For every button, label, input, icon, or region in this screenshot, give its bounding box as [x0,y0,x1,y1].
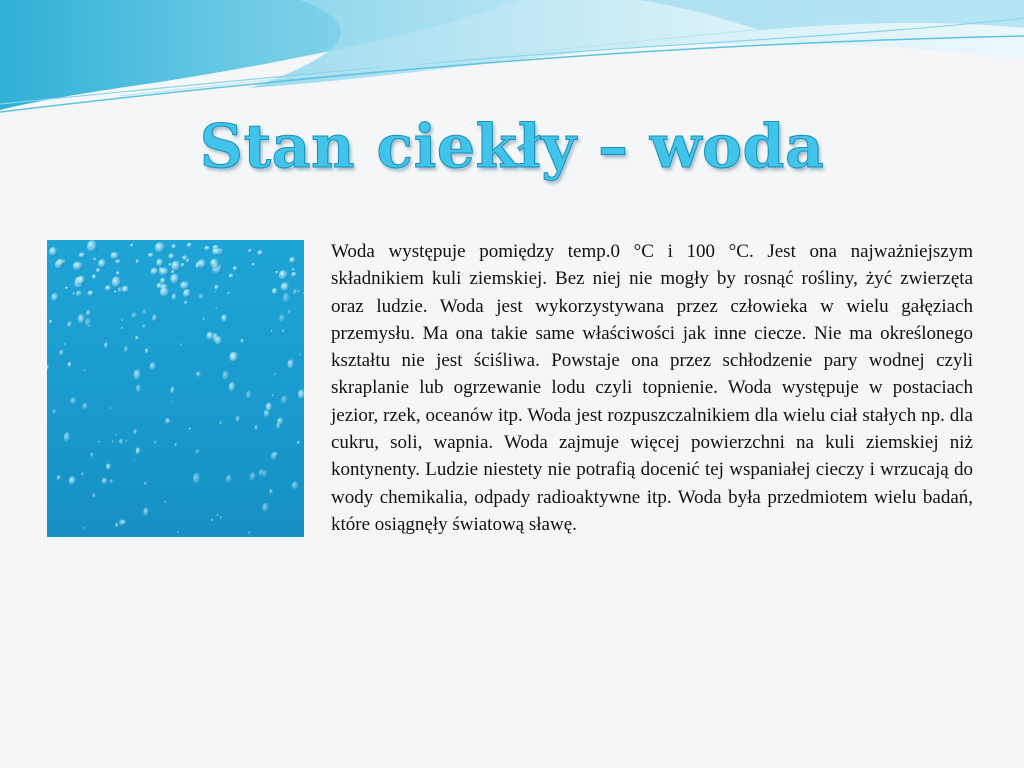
water-bubble [181,263,185,268]
water-droplet [136,385,142,394]
water-droplet [70,322,72,324]
water-bubble [275,271,279,274]
water-bubble [258,250,264,256]
water-droplet [215,336,223,346]
water-droplet [229,352,237,362]
water-droplet [217,514,219,517]
water-droplet [255,425,258,430]
water-droplet [68,362,72,368]
water-bubble [87,240,98,252]
water-bubble [252,263,256,266]
water-droplet [297,441,300,445]
water-bubble [136,259,140,263]
water-bubble [171,244,176,249]
water-droplet [229,382,236,392]
water-droplet [83,527,85,530]
water-bubbles-photo [47,240,304,537]
water-droplet [121,319,123,322]
water-droplet [110,479,113,483]
water-bubble [171,261,181,272]
water-bubble [73,262,84,271]
water-bubble [115,259,121,264]
water-droplet [299,353,301,356]
water-droplet [126,439,128,442]
water-droplet [70,398,76,405]
water-droplet [283,293,290,304]
water-droplet [49,319,53,324]
water-droplet [118,287,122,293]
water-bubble [112,276,122,288]
water-droplet [131,312,137,319]
water-bubble [89,244,93,247]
water-bubble [214,285,219,290]
water-droplet [271,452,277,462]
water-bubble [96,268,102,272]
water-bubble [182,255,188,260]
water-droplet [180,343,182,346]
water-droplet [110,407,112,409]
water-droplet [214,291,216,293]
water-droplet [177,531,179,533]
water-droplet [143,507,149,516]
water-droplet [57,475,62,480]
water-bubble [169,253,175,259]
water-droplet [112,441,115,444]
water-droplet [84,369,86,372]
water-bubble [204,246,210,251]
water-droplet [193,473,201,485]
water-droplet [220,516,223,520]
water-bubble [187,243,193,248]
water-droplet [172,294,177,301]
water-droplet [136,447,141,455]
water-droplet [124,346,129,353]
water-droplet [269,489,273,495]
body-paragraph: Woda występuje pomiędzy temp.0 °C i 100 °C. Jest ona najważniejszym składnikiem kuli ziemskiej. Bez niej nie mogły by rosnąć rośliny, żyć zwierzęta oraz ludzie. Woda jest wykorzystywana przez człowieka w wielu gałęziach przemysłu. Ma ona takie same właściwości jak inne ciecze. Nie ma określonego kształtu nie jest ściśliwa. Powstaje ona przez schłodzenie pary wodnej czyli skraplanie lub ogrzewanie lodu czyli topnienie. Woda występuje w postaciach jezior, rzek, oceanów itp. Woda jest rozpuszczalnikiem dla wielu ciał stałych np. dla cukru, soli, wapnia. Woda zajmuje więcej powierzchni na kuli ziemskiej niż kontynenty. Ludzie niestety nie potrafią docenić tej wspaniałej cieczy i wrzucają do wody chemikalia, odpady radioaktywne itp. Woda była przedmiotem wielu badań, które osiągnęły światową sławę. [331,241,973,535]
water-bubble [92,274,97,279]
water-droplet [51,293,59,302]
water-bubble [57,259,64,267]
water-droplet [135,336,139,341]
water-bubble [114,290,117,293]
water-bubble [93,258,96,261]
water-droplet [64,343,67,346]
water-droplet [248,531,250,534]
water-bubble [281,282,290,291]
water-droplet [142,309,147,315]
water-droplet [277,418,284,426]
water-bubble [210,259,219,269]
water-bubble [183,289,191,298]
water-droplet [81,472,85,476]
water-droplet [262,503,269,513]
water-bubble [160,288,170,298]
slide-title: Stan ciekły – woda [199,112,825,182]
water-bubble [272,288,278,295]
water-droplet [134,429,138,435]
water-droplet [227,292,230,295]
water-bubble [160,278,166,285]
water-bubble [78,276,86,285]
water-droplet [216,307,218,309]
water-bubble [196,264,200,268]
water-droplet [82,403,88,411]
water-bubble [130,244,133,248]
water-bubble [148,253,154,258]
water-droplet [90,453,93,458]
water-bubble [105,285,112,291]
water-droplet [164,501,166,504]
water-droplet [171,401,173,403]
water-bubble [159,267,169,276]
water-droplet [85,318,92,328]
water-droplet [59,350,64,356]
water-droplet [145,348,149,354]
water-bubble [155,242,166,253]
water-droplet [175,443,178,447]
water-droplet [86,310,91,316]
water-droplet [142,324,146,328]
water-droplet [241,339,245,344]
water-droplet [271,330,273,332]
water-bubble [279,270,288,280]
water-bubble [168,263,171,266]
water-droplet [236,416,241,423]
water-bubble [248,249,252,252]
water-droplet [202,317,205,321]
water-droplet [266,403,273,412]
water-bubble [291,272,297,277]
water-droplet [119,519,125,526]
water-bubble [49,247,58,256]
water-droplet [116,434,118,436]
water-droplet [102,478,108,485]
water-droplet [196,372,202,378]
water-droplet [298,290,300,293]
water-droplet [246,391,252,400]
water-droplet [134,369,142,381]
water-bubble [110,252,119,260]
water-droplet [92,493,95,498]
water-droplet [219,421,222,425]
water-bubble [65,287,69,290]
water-droplet [281,396,288,405]
water-droplet [106,464,112,471]
water-bubble [292,268,295,271]
water-droplet [282,329,285,333]
water-droplet [199,294,204,300]
water-droplet [69,476,77,485]
water-bubble [289,257,296,263]
water-droplet [121,327,123,330]
water-bubble [233,266,238,271]
water-droplet [52,409,56,415]
water-droplet [279,314,285,323]
water-bubble [212,248,220,255]
water-droplet [274,373,277,377]
water-droplet [165,418,171,424]
water-bubble [88,290,95,296]
water-bubble [98,259,106,268]
water-droplet [76,290,83,297]
water-droplet [64,432,71,443]
water-droplet [211,519,213,522]
water-droplet [292,481,300,490]
water-droplet [206,332,214,341]
water-droplet [170,387,175,394]
water-droplet [272,394,274,396]
water-bubble [122,286,130,293]
water-droplet [222,371,229,381]
water-droplet [98,441,100,444]
water-droplet [154,441,157,445]
water-droplet [184,300,189,305]
water-droplet [144,482,147,486]
water-droplet [78,314,85,324]
water-droplet [195,449,200,454]
water-droplet [287,359,294,369]
water-droplet [288,310,292,314]
water-bubble [156,259,163,268]
water-bubble [229,274,234,279]
water-bubble [79,252,86,258]
water-droplet [115,523,119,528]
water-droplet [152,315,157,322]
water-droplet [150,362,157,371]
water-droplet [104,342,108,349]
water-droplet [293,289,297,295]
water-droplet [73,292,76,296]
water-droplet [259,469,265,477]
water-bubble [180,281,190,289]
water-bubble [116,271,120,275]
water-droplet [226,475,232,484]
water-droplet [250,472,257,481]
water-bubble [151,268,159,276]
water-droplet [221,314,227,322]
water-droplet [189,427,191,430]
water-droplet [119,439,124,446]
water-bubble [170,274,179,285]
water-droplet [134,459,136,462]
